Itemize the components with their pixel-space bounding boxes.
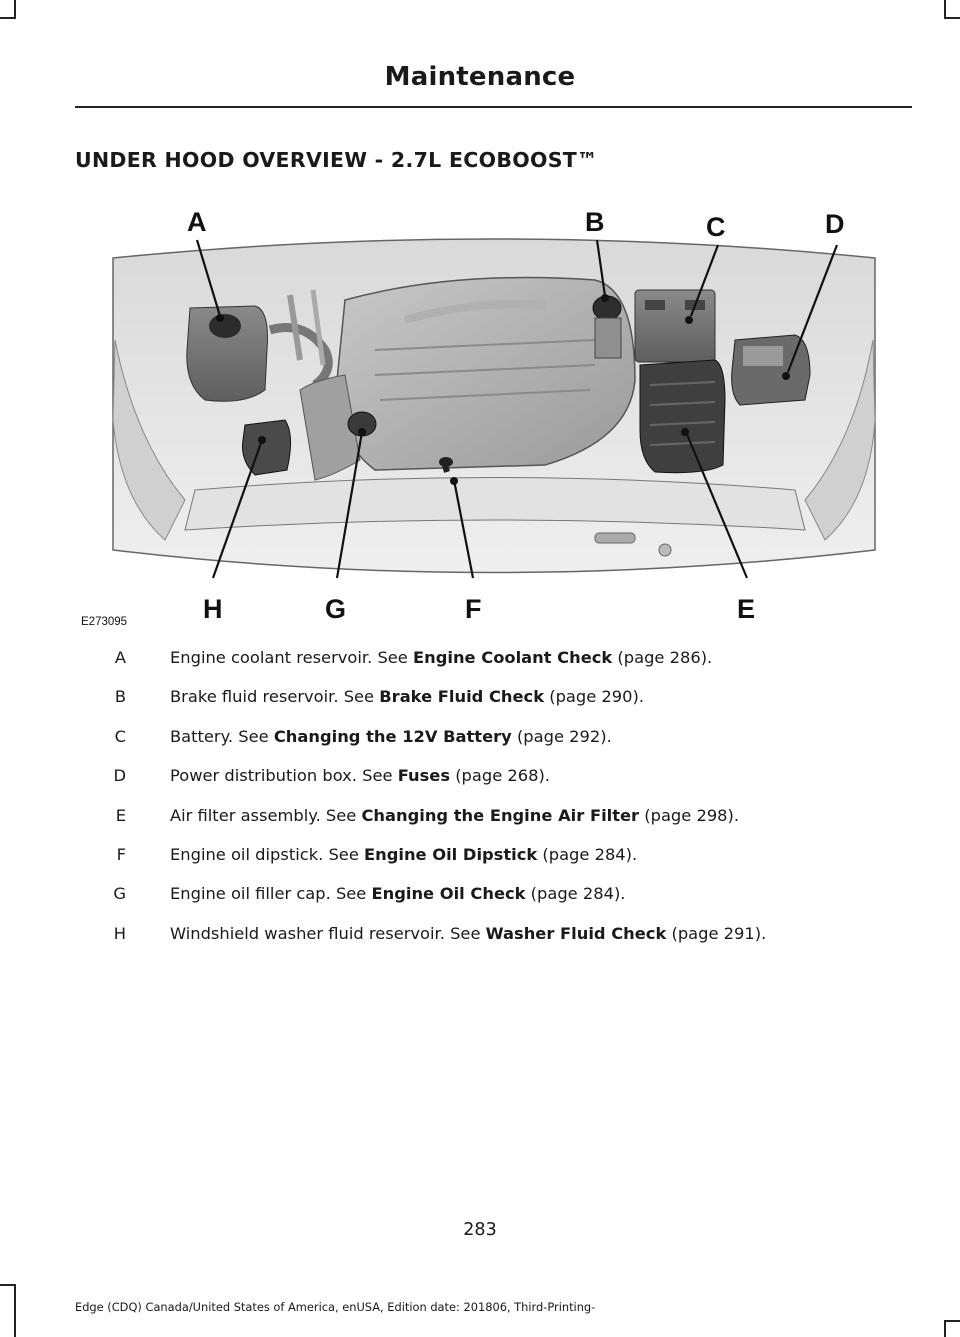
section-title: UNDER HOOD OVERVIEW - 2.7L ECOBOOST™	[75, 148, 598, 172]
legend-page: (page 291).	[666, 923, 767, 943]
dipstick-handle	[439, 457, 453, 467]
legend-page: (page 268).	[450, 766, 550, 786]
legend-reference-link[interactable]: Changing the Engine Air Filter	[361, 805, 640, 825]
legend-reference-link[interactable]: Changing the 12V Battery	[273, 726, 512, 746]
legend-key: A	[114, 648, 126, 667]
callout-label-f: F	[465, 594, 482, 624]
legend-description	[170, 884, 625, 903]
legend-key: H	[113, 923, 126, 943]
callout-label-a: A	[187, 207, 207, 237]
legend-reference-link[interactable]: Engine Oil Check	[371, 884, 526, 904]
fuse-box-cover	[743, 346, 783, 366]
callout-label-e: E	[737, 594, 756, 624]
crop-mark-top-left-horizontal	[0, 17, 16, 19]
legend-reference-link[interactable]: Engine Oil Dipstick	[364, 844, 538, 864]
legend-page: (page 284).	[525, 884, 626, 904]
legend-reference-link[interactable]: Fuses	[397, 766, 451, 786]
crop-mark-bottom-left-vertical	[14, 1284, 16, 1337]
air-filter-assembly	[640, 360, 725, 473]
legend-text: Engine oil filler cap. See	[170, 884, 372, 904]
legend-row-a	[100, 648, 920, 687]
legend-row-b	[100, 687, 920, 726]
legend-description	[170, 687, 644, 706]
legend-description	[170, 648, 712, 667]
legend-key: G	[113, 884, 126, 904]
crop-mark-bottom-left-horizontal	[0, 1284, 16, 1286]
legend-row-h	[100, 924, 920, 963]
legend-page: (page 284).	[537, 844, 638, 864]
callout-legend	[100, 648, 920, 963]
battery-terminal-left	[645, 300, 665, 310]
callout-label-b: B	[585, 207, 605, 237]
callout-label-g: G	[325, 594, 347, 624]
footer-edition-text: Edge (CDQ) Canada/United States of America, enUSA, Edition date: 201806, Third-Printing-	[75, 1300, 596, 1314]
engine-bay-drawing	[75, 200, 912, 632]
crop-mark-bottom-right-horizontal	[944, 1320, 960, 1322]
legend-row-d	[100, 766, 920, 805]
page-number: 283	[463, 1220, 497, 1240]
callout-label-c: C	[706, 212, 726, 242]
legend-text: Air filter assembly. See	[170, 805, 362, 825]
figure-id: E273095	[81, 616, 128, 628]
legend-reference-link[interactable]: Engine Coolant Check	[413, 648, 613, 667]
legend-reference-link[interactable]: Brake Fluid Check	[379, 687, 545, 707]
legend-page: (page 292).	[511, 726, 612, 746]
legend-text: Battery. See	[170, 726, 274, 746]
brake-fluid-reservoir	[595, 318, 621, 358]
legend-row-g	[100, 884, 920, 923]
legend-text: Engine coolant reservoir. See	[170, 648, 413, 667]
legend-description	[170, 924, 766, 943]
callout-label-d: D	[825, 209, 845, 239]
crop-mark-top-right-horizontal	[944, 17, 960, 19]
legend-reference-link[interactable]: Washer Fluid Check	[485, 923, 667, 943]
legend-page: (page 286).	[612, 648, 713, 667]
legend-page: (page 290).	[544, 687, 645, 707]
legend-text: Engine oil dipstick. See	[170, 844, 365, 864]
legend-key: B	[114, 687, 126, 707]
legend-key: C	[114, 726, 126, 746]
legend-key: F	[116, 844, 126, 864]
legend-description	[170, 845, 637, 864]
legend-row-c	[100, 727, 920, 766]
washer-fluid-reservoir	[243, 420, 291, 475]
hood-latch	[595, 533, 635, 543]
engine-bay-illustration	[75, 200, 912, 632]
bumper-bolt	[659, 544, 671, 556]
legend-text: Power distribution box. See	[170, 766, 398, 786]
coolant-cap	[209, 314, 241, 338]
legend-page: (page 298).	[639, 805, 740, 825]
crop-mark-bottom-right-vertical	[944, 1320, 946, 1337]
legend-description	[170, 727, 612, 746]
crop-mark-top-right-vertical	[944, 0, 946, 18]
legend-text: Windshield washer fluid reservoir. See	[170, 923, 486, 943]
legend-row-f	[100, 845, 920, 884]
callout-label-h: H	[203, 594, 223, 624]
page-header-title: Maintenance	[384, 62, 576, 92]
legend-description	[170, 806, 739, 825]
legend-key: D	[113, 766, 126, 786]
legend-key: E	[115, 805, 126, 825]
legend-row-e	[100, 806, 920, 845]
header-divider	[75, 106, 912, 108]
crop-mark-top-left-vertical	[14, 0, 16, 18]
legend-description	[170, 766, 550, 785]
legend-text: Brake fluid reservoir. See	[170, 687, 380, 707]
